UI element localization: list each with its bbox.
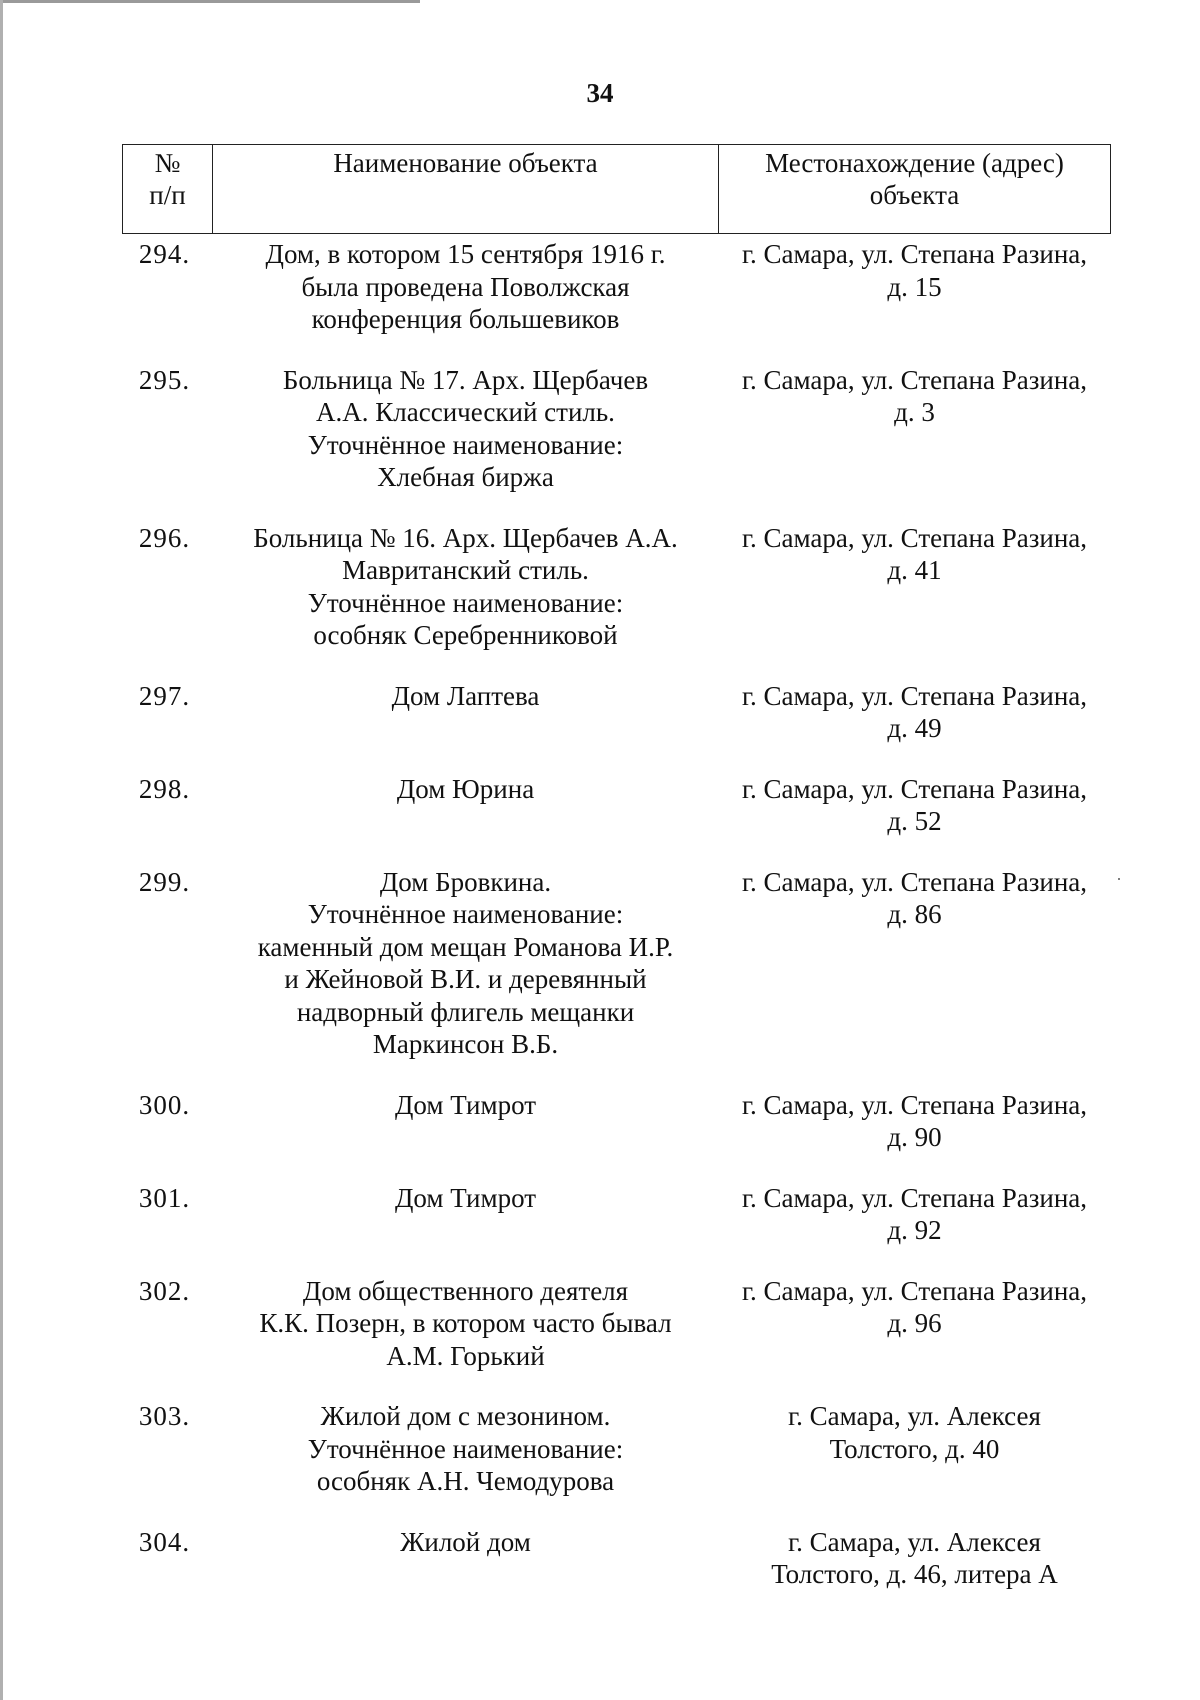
header-address-line: объекта <box>869 180 960 210</box>
object-name-line: каменный дом мещан Романова И.Р. <box>257 931 674 962</box>
table-row <box>123 866 1111 1089</box>
table-row <box>123 1526 1111 1619</box>
object-name-line: Дом Тимрот <box>394 1089 537 1120</box>
object-address-line: г. Самара, ул. Алексея <box>788 1401 1041 1431</box>
object-name-line: была проведена Поволжская <box>301 271 630 302</box>
object-name-line: Больница № 17. Арх. Щербачев <box>282 364 649 395</box>
object-name <box>213 866 719 1089</box>
object-address <box>719 1526 1111 1619</box>
row-number: 296. <box>138 522 191 553</box>
object-address-line: г. Самара, ул. Степана Разина, <box>741 522 1088 553</box>
object-name-line: конференция большевиков <box>311 304 620 334</box>
page-number: 34 <box>586 78 614 108</box>
object-address-line: г. Самара, ул. Степана Разина, <box>741 680 1088 711</box>
row-number: 299. <box>138 866 191 897</box>
object-name-line: Дом Бровкина. <box>379 866 552 897</box>
object-address-line: г. Самара, ул. Степана Разина, <box>741 1275 1088 1306</box>
row-number: 294. <box>138 239 191 269</box>
table-row <box>123 680 1111 773</box>
object-address-line: д. 15 <box>887 271 942 302</box>
object-name <box>213 773 719 866</box>
object-name-line: Дом общественного деятеля <box>302 1275 629 1306</box>
table-row <box>123 1400 1111 1526</box>
heritage-objects-table <box>122 144 1111 1619</box>
object-name-line: Мавританский стиль. <box>342 555 589 585</box>
object-name-line: особняк Серебренниковой <box>313 620 618 650</box>
object-address-line: г. Самара, ул. Степана Разина, <box>741 1182 1088 1213</box>
object-address <box>719 234 1111 364</box>
object-name-line: Жилой дом с мезонином. <box>320 1401 611 1431</box>
object-address-line: д. 90 <box>887 1122 942 1152</box>
object-address <box>719 1182 1111 1275</box>
scan-speck <box>1118 878 1120 880</box>
header-name <box>213 145 719 234</box>
object-address-line: Толстого, д. 40 <box>829 1433 1000 1464</box>
row-number: 300. <box>138 1089 191 1120</box>
object-name-line: Уточнённое наименование: <box>307 899 624 929</box>
table-row <box>123 1089 1111 1182</box>
table-row <box>123 234 1111 364</box>
table-body <box>123 234 1111 1619</box>
object-name <box>213 1275 719 1401</box>
object-address-line: д. 41 <box>887 555 942 585</box>
header-number-line: п/п <box>149 180 186 210</box>
row-number: 298. <box>138 773 191 804</box>
object-address-line: д. 86 <box>887 899 942 929</box>
object-name-line: Уточнённое наименование: <box>307 1433 624 1464</box>
scan-edge-left <box>0 0 3 1700</box>
object-address <box>719 1275 1111 1401</box>
object-name <box>213 522 719 680</box>
object-name <box>213 364 719 522</box>
object-address <box>719 522 1111 680</box>
header-name-line: Наименование объекта <box>333 148 598 178</box>
object-name-line: Дом, в котором 15 сентября 1916 г. <box>265 239 666 269</box>
object-name-line: Маркинсон В.Б. <box>372 1029 559 1059</box>
object-address-line: г. Самара, ул. Степана Разина, <box>741 773 1088 804</box>
object-address-line: г. Самара, ул. Степана Разина, <box>741 1089 1088 1120</box>
object-address <box>719 773 1111 866</box>
object-name-line: Дом Юрина <box>396 773 535 804</box>
table-row <box>123 364 1111 522</box>
object-address <box>719 364 1111 522</box>
header-address <box>719 145 1111 234</box>
object-address-line: д. 3 <box>894 397 935 427</box>
table-header <box>123 145 1111 234</box>
row-number: 295. <box>138 364 191 395</box>
object-address-line: д. 49 <box>887 713 942 743</box>
table-row <box>123 522 1111 680</box>
object-name-line: Больница № 16. Арх. Щербачев А.А. <box>253 522 678 553</box>
object-name-line: Хлебная биржа <box>377 462 554 492</box>
row-number: 301. <box>138 1182 191 1213</box>
object-address-line: д. 96 <box>887 1308 942 1338</box>
object-name <box>213 680 719 773</box>
object-address-line: г. Самара, ул. Степана Разина, <box>741 239 1088 269</box>
header-address-line: Местонахождение (адрес) <box>765 148 1064 178</box>
object-address <box>719 680 1111 773</box>
object-name-line: К.К. Позерн, в котором часто бывал <box>259 1308 672 1338</box>
object-name <box>213 1526 719 1619</box>
object-name-line: Уточнённое наименование: <box>307 587 624 618</box>
object-name-line: надворный флигель мещанки <box>296 996 635 1027</box>
object-name <box>213 1182 719 1275</box>
header-row <box>123 145 1111 234</box>
object-name-line: А.М. Горький <box>386 1340 545 1371</box>
object-name-line: Дом Лаптева <box>391 680 540 711</box>
object-name-line: Дом Тимрот <box>394 1182 537 1213</box>
object-name <box>213 1089 719 1182</box>
header-number <box>123 145 213 234</box>
object-address-line: г. Самара, ул. Степана Разина, <box>741 364 1088 395</box>
object-name-line: Уточнённое наименование: <box>307 429 624 460</box>
object-name <box>213 234 719 364</box>
object-name <box>213 1400 719 1526</box>
object-address-line: Толстого, д. 46, литера А <box>771 1559 1058 1589</box>
object-address-line: д. 92 <box>887 1215 942 1245</box>
object-name-line: А.А. Классический стиль. <box>316 397 615 427</box>
object-address <box>719 1089 1111 1182</box>
table-row <box>123 1182 1111 1275</box>
scan-edge-top <box>0 0 420 3</box>
object-address <box>719 1400 1111 1526</box>
header-number-line: № <box>154 148 181 178</box>
object-address <box>719 866 1111 1089</box>
object-name-line: и Жейновой В.И. и деревянный <box>284 964 647 994</box>
object-address-line: г. Самара, ул. Степана Разина, <box>741 866 1088 897</box>
object-name-line: особняк А.Н. Чемодурова <box>316 1466 615 1496</box>
row-number: 303. <box>138 1401 191 1431</box>
row-number: 297. <box>138 680 191 711</box>
row-number: 304. <box>138 1526 191 1557</box>
table-row <box>123 773 1111 866</box>
row-number: 302. <box>138 1275 191 1306</box>
object-address-line: д. 52 <box>887 806 942 836</box>
object-address-line: г. Самара, ул. Алексея <box>788 1526 1041 1557</box>
object-name-line: Жилой дом <box>400 1526 531 1557</box>
table-row <box>123 1275 1111 1401</box>
